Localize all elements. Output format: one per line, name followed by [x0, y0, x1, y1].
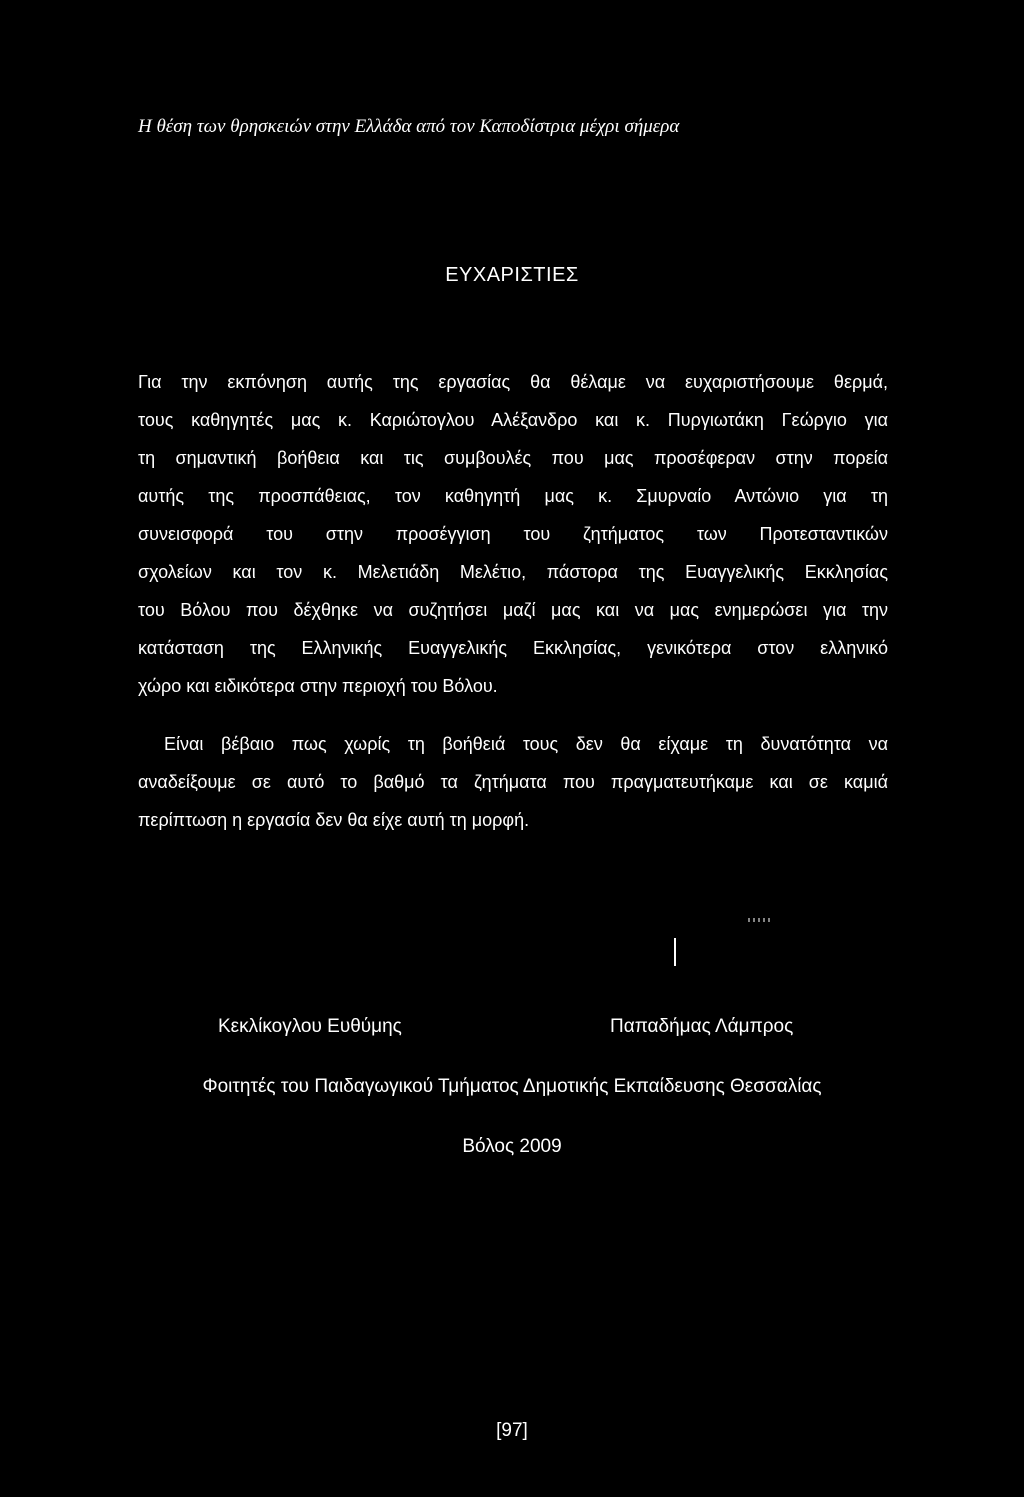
paragraph-line: σχολείων και τον κ. Μελετιάδη Μελέτιο, πάστορα της Ευαγγελικής Εκκλησίας — [138, 562, 888, 582]
paragraph-line: αυτής της προσπάθειας, τον καθηγητή μας κ. Σμυρναίο Αντώνιο για τη — [138, 486, 888, 506]
author-name-2: Παπαδήμας Λάμπρος — [610, 1016, 794, 1037]
page-number: [97] — [496, 1420, 528, 1441]
paragraph-line: Για την εκπόνηση αυτής της εργασίας θα θέλαμε να ευχαριστήσουμε θερμά, — [138, 372, 888, 392]
acknowledgements-paragraph-2 — [138, 725, 888, 839]
paragraph-line: κατάσταση της Ελληνικής Ευαγγελικής Εκκλησίας, γενικότερα στον ελληνικό — [138, 638, 888, 658]
paragraph-line: τη σημαντική βοήθεια και τις συμβουλές που μας προσέφεραν στην πορεία — [138, 448, 888, 468]
paragraph-line: περίπτωση η εργασία δεν θα είχε αυτή τη μορφή. — [138, 810, 530, 830]
running-header: Η θέση των θρησκειών στην Ελλάδα από τον Καποδίστρια μέχρι σήμερα — [138, 116, 680, 137]
paragraph-line: του Βόλου που δέχθηκε να συζητήσει μαζί μας και να μας ενημερώσει για την — [138, 600, 888, 620]
author-name-1: Κεκλίκογλου Ευθύμης — [218, 1016, 402, 1037]
place-and-year: Βόλος 2009 — [462, 1136, 562, 1157]
section-title: ΕΥΧΑΡΙΣΤΙΕΣ — [445, 264, 579, 286]
scan-artifact — [748, 918, 770, 922]
paragraph-line: Είναι βέβαιο πως χωρίς τη βοήθειά τους δεν θα είχαμε τη δυνατότητα να — [164, 734, 888, 754]
paragraph-line: χώρο και ειδικότερα στην περιοχή του Βόλου. — [138, 676, 498, 696]
paragraph-line: συνεισφορά του στην προσέγγιση του ζητήματος των Προτεσταντικών — [138, 524, 888, 544]
paragraph-line: τους καθηγητές μας κ. Καριώτογλου Αλέξανδρο και κ. Πυργιωτάκη Γεώργιο για — [138, 410, 888, 430]
paragraph-line: αναδείξουμε σε αυτό το βαθμό τα ζητήματα που πραγματευτήκαμε και σε καμιά — [138, 772, 888, 792]
scan-artifact-line — [674, 938, 676, 966]
author-affiliation: Φοιτητές του Παιδαγωγικού Τμήματος Δημοτικής Εκπαίδευσης Θεσσαλίας — [202, 1076, 822, 1097]
acknowledgements-paragraph-1 — [138, 363, 888, 705]
